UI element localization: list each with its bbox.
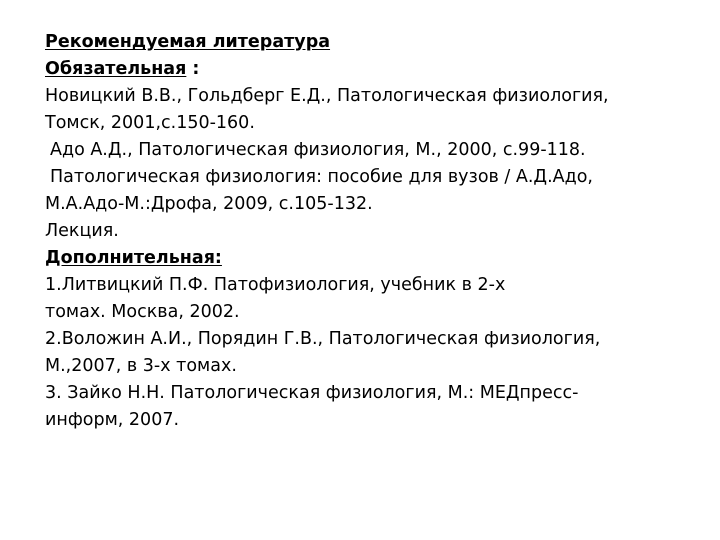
required-section-heading — [45, 56, 685, 83]
additional-ref-3-line-2: информ, 2007. — [45, 410, 180, 430]
required-label: Обязательная — [45, 59, 187, 79]
required-ref-3-line-1: Патологическая физиология: пособие для вузов / А.Д.Адо, — [50, 167, 593, 187]
additional-ref-2-line-2: М.,2007, в 3-х томах. — [45, 356, 237, 376]
literature-slide — [45, 29, 685, 434]
additional-ref-1-line-1: 1.Литвицкий П.Ф. Патофизиология, учебник в 2-х — [45, 275, 506, 295]
required-ref-1-line-1: Новицкий В.В., Гольдберг Е.Д., Патологическая физиология, — [45, 86, 609, 106]
required-ref-1-line-2: Томск, 2001,с.150-160. — [45, 113, 255, 133]
slide-heading: Рекомендуемая литература — [45, 32, 331, 52]
required-ref-3-line-2: М.А.Адо-М.:Дрофа, 2009, с.105-132. — [45, 194, 373, 214]
required-ref-4: Лекция. — [45, 221, 119, 241]
additional-ref-2-line-1: 2.Воложин А.И., Порядин Г.В., Патологическая физиология, — [45, 329, 601, 349]
required-ref-2: Адо А.Д., Патологическая физиология, М., 2000, с.99-118. — [50, 140, 586, 160]
additional-ref-3-line-1: 3. Зайко Н.Н. Патологическая физиология, М.: МЕДпресс- — [45, 383, 579, 403]
additional-section-heading: Дополнительная: — [45, 248, 222, 268]
additional-ref-1-line-2: томах. Москва, 2002. — [45, 302, 240, 322]
required-colon: : — [186, 59, 200, 79]
